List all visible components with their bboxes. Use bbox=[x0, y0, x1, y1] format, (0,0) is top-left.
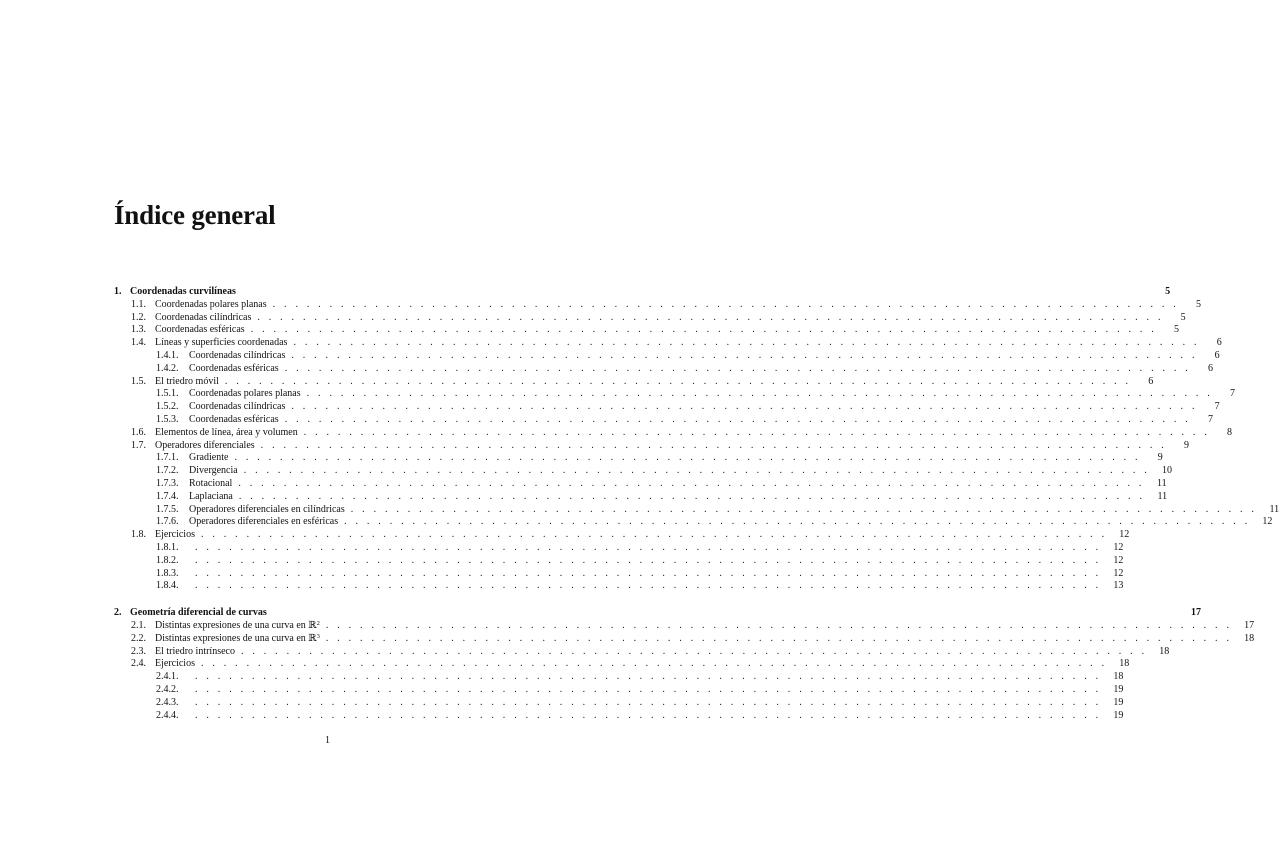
toc-entry-number: 1.7. bbox=[131, 439, 146, 451]
toc-entry-page: 11 bbox=[1269, 503, 1279, 515]
toc-entry-title-text: Líneas y superficies coordenadas bbox=[155, 337, 288, 349]
dot-leader: . . . . . . . . . . . . . . . . . . . . . . . . . . . . . . . . . . . . . . . . . . . . . . . . . . . . . . . . . . . . . . . . . . . . . . . . . . . . . . . . bbox=[306, 388, 1213, 400]
toc-entry[interactable] bbox=[114, 619, 1255, 633]
toc-entry-title-text: Divergencia bbox=[189, 465, 238, 477]
toc-entry-page: 17 bbox=[1191, 607, 1202, 619]
toc-entry-title-text: Rotacional bbox=[189, 477, 233, 489]
toc-entry[interactable] bbox=[114, 337, 1222, 350]
toc-entry-title-text: Elementos de línea, área y volumen bbox=[155, 426, 298, 438]
toc-entry-number: 1.8. bbox=[131, 529, 146, 541]
toc-entry[interactable] bbox=[114, 465, 1172, 478]
table-of-contents bbox=[114, 286, 1279, 722]
toc-entry-title bbox=[155, 324, 245, 337]
toc-entry-number: 1.7.5. bbox=[156, 503, 179, 515]
dot-leader: . . . . . . . . . . . . . . . . . . . . . . . . . . . . . . . . . . . . . . . . . . . . . . . . . . . . . . . . . . . . . . . . . . . . . . . . . . . . . . . . bbox=[291, 401, 1198, 413]
toc-entry-title-text: Coordenadas polares planas bbox=[155, 298, 267, 310]
toc-entry-page: 18 bbox=[1113, 671, 1124, 683]
dot-leader: . . . . . . . . . . . . . . . . . . . . . . . . . . . . . . . . . . . . . . . . . . . . . . . . . . . . . . . . . . . . . . . . . . . . . . . . . . . . . . . . bbox=[195, 580, 1102, 592]
toc-entry-title-text: Coordenadas esféricas bbox=[189, 413, 279, 425]
toc-entry[interactable] bbox=[114, 567, 1124, 581]
toc-entry-title bbox=[189, 388, 301, 401]
toc-entry[interactable] bbox=[114, 490, 1168, 504]
toc-entry[interactable] bbox=[114, 298, 1201, 312]
toc-entry-title bbox=[130, 607, 267, 620]
dot-leader: . . . . . . . . . . . . . . . . . . . . . . . . . . . . . . . . . . . . . . . . . . . . . . . . . . . . . . . . . . . . . . . . . . . . . . . . . . . . . . . . bbox=[260, 439, 1167, 451]
toc-entry-title-text: Coordenadas curvilíneas bbox=[130, 286, 236, 297]
toc-entry[interactable] bbox=[114, 645, 1170, 659]
toc-entry[interactable] bbox=[114, 683, 1124, 697]
toc-entry[interactable] bbox=[114, 439, 1189, 453]
toc-entry-number: 1.5.1. bbox=[156, 388, 179, 400]
toc-entry-title-text: Coordenadas esféricas bbox=[155, 324, 245, 336]
toc-entry-title bbox=[155, 376, 219, 389]
toc-entry-page: 8 bbox=[1227, 426, 1233, 438]
toc-entry-page: 9 bbox=[1183, 439, 1189, 451]
toc-entry-title-text: Coordenadas cilíndricas bbox=[155, 311, 252, 323]
dot-leader: . . . . . . . . . . . . . . . . . . . . . . . . . . . . . . . . . . . . . . . . . . . . . . . . . . . . . . . . . . . . . . . . . . . . . . . . . . . . . . . . bbox=[195, 567, 1102, 579]
dot-leader: . . . . . . . . . . . . . . . . . . . . . . . . . . . . . . . . . . . . . . . . . . . . . . . . . . . . . . . . . . . . . . . . . . . . . . . . . . . . . . . . bbox=[257, 311, 1164, 323]
dot-leader: . . . . . . . . . . . . . . . . . . . . . . . . . . . . . . . . . . . . . . . . . . . . . . . . . . . . . . . . . . . . . . . . . . . . . . . . . . . . . . . . bbox=[200, 529, 1108, 541]
toc-entry[interactable] bbox=[114, 709, 1124, 723]
toc-entry-title bbox=[130, 286, 236, 299]
toc-entry-number: 2.4.3. bbox=[156, 696, 179, 708]
toc-entry-number: 2.4.4. bbox=[156, 709, 179, 721]
dot-leader: . . . . . . . . . . . . . . . . . . . . . . . . . . . . . . . . . . . . . . . . . . . . . . . . . . . . . . . . . . . . . . . . . . . . . . . . . . . . . . . . bbox=[195, 696, 1102, 708]
dot-leader: . . . . . . . . . . . . . . . . . . . . . . . . . . . . . . . . . . . . . . . . . . . . . . . . . . . . . . . . . . . . . . . . . . . . . . . . . . . . . . . . bbox=[325, 632, 1233, 644]
dot-leader: . . . . . . . . . . . . . . . . . . . . . . . . . . . . . . . . . . . . . . . . . . . . . . . . . . . . . . . . . . . . . . . . . . . . . . . . . . . . . . . . bbox=[195, 671, 1102, 683]
toc-entry-title bbox=[155, 427, 298, 440]
dot-leader: . . . . . . . . . . . . . . . . . . . . . . . . . . . . . . . . . . . . . . . . . . . . . . . . . . . . . . . . . . . . . . . . . . . . . . . . . . . . . . . . bbox=[250, 324, 1157, 336]
toc-entry-title-text: Laplaciana bbox=[189, 490, 233, 502]
toc-entry-number: 2.3. bbox=[131, 645, 146, 657]
toc-entry-page: 17 bbox=[1244, 619, 1255, 631]
toc-entry[interactable] bbox=[114, 529, 1130, 542]
toc-entry-title bbox=[189, 516, 338, 529]
dot-leader: . . . . . . . . . . . . . . . . . . . . . . . . . . . . . . . . . . . . . . . . . . . . . . . . . . . . . . . . . . . . . . . . . . . . . . . . . . . . . . . . bbox=[303, 426, 1211, 438]
toc-entry-title-text: Coordenadas polares planas bbox=[189, 388, 301, 400]
toc-entry-title bbox=[155, 646, 235, 659]
toc-entry[interactable] bbox=[114, 554, 1124, 568]
toc-entry-page: 12 bbox=[1113, 567, 1124, 579]
toc-entry-number: 1.8.3. bbox=[156, 567, 179, 579]
dot-leader: . . . . . . . . . . . . . . . . . . . . . . . . . . . . . . . . . . . . . . . . . . . . . . . . . . . . . . . . . . . . . . . . . . . . . . . . . . . . . . . . bbox=[238, 490, 1146, 502]
toc-entry-number: 1.4.2. bbox=[156, 362, 179, 374]
dot-leader: . . . . . . . . . . . . . . . . . . . . . . . . . . . . . . . . . . . . . . . . . . . . . . . . . . . . . . . . . . . . . . . . . . . . . . . . . . . . . . . . bbox=[234, 452, 1141, 464]
toc-entry-title bbox=[189, 401, 285, 414]
toc-entry-title bbox=[189, 504, 345, 517]
toc-entry-number: 1.1. bbox=[131, 298, 146, 310]
toc-entry-page: 7 bbox=[1229, 388, 1235, 400]
dot-leader: . . . . . . . . . . . . . . . . . . . . . . . . . . . . . . . . . . . . . . . . . . . . . . . . . . . . . . . . . . . . . . . . . . . . . . . . . . . . . . . . bbox=[195, 554, 1102, 566]
toc-entry[interactable] bbox=[114, 375, 1154, 389]
toc-entry-page: 13 bbox=[1113, 580, 1124, 592]
toc-entry-page: 6 bbox=[1214, 349, 1220, 361]
toc-entry-title-text: Operadores diferenciales en cilíndricas bbox=[189, 503, 345, 515]
toc-entry-title bbox=[155, 299, 267, 312]
toc-entry-page: 10 bbox=[1162, 465, 1172, 477]
toc-entry-number: 1. bbox=[114, 286, 122, 297]
toc-entry[interactable] bbox=[114, 426, 1233, 440]
dot-leader: . . . . . . . . . . . . . . . . . . . . . . . . . . . . . . . . . . . . . . . . . . . . . . . . . . . . . . . . . . . . . . . . . . . . . . . . . . . . . . . . bbox=[293, 337, 1200, 349]
toc-entry-page: 18 bbox=[1119, 658, 1130, 670]
toc-entry-title bbox=[189, 478, 232, 491]
toc-entry-number: 1.6. bbox=[131, 426, 146, 438]
toc-entry-title-text: El triedro intrínseco bbox=[155, 645, 235, 657]
toc-entry-page: 5 bbox=[1180, 311, 1186, 323]
dot-leader: . . . . . . . . . . . . . . . . . . . . . . . . . . . . . . . . . . . . . . . . . . . . . . . . . . . . . . . . . . . . . . . . . . . . . . . . . . . . . . . . bbox=[291, 349, 1198, 361]
toc-entry-page: 12 bbox=[1113, 541, 1124, 553]
dot-leader: . . . . . . . . . . . . . . . . . . . . . . . . . . . . . . . . . . . . . . . . . . . . . . . . . . . . . . . . . . . . . . . . . . . . . . . . . . . . . . . . bbox=[350, 503, 1258, 515]
dot-leader: . . . . . . . . . . . . . . . . . . . . . . . . . . . . . . . . . . . . . . . . . . . . . . . . . . . . . . . . . . . . . . . . . . . . . . . . . . . . . . . . bbox=[195, 683, 1102, 695]
toc-entry-title-text: Operadores diferenciales bbox=[155, 439, 255, 451]
toc-entry-number: 1.7.1. bbox=[156, 452, 179, 464]
dot-leader: . . . . . . . . . . . . . . . . . . . . . . . . . . . . . . . . . . . . . . . . . . . . . . . . . . . . . . . . . . . . . . . . . . . . . . . . . . . . . . . . bbox=[238, 477, 1145, 489]
toc-entry-page: 11 bbox=[1157, 477, 1167, 489]
toc-entry-title-text: Coordenadas cilíndricas bbox=[189, 401, 286, 413]
toc-entry-title-text: Gradiente bbox=[189, 452, 229, 464]
toc-entry-title-text: Operadores diferenciales en esféricas bbox=[189, 516, 339, 528]
toc-entry-page: 5 bbox=[1195, 298, 1201, 310]
toc-entry-superscript: 3 bbox=[316, 632, 320, 640]
toc-entry-title bbox=[155, 312, 251, 325]
dot-leader: . . . . . . . . . . . . . . . . . . . . . . . . . . . . . . . . . . . . . . . . . . . . . . . . . . . . . . . . . . . . . . . . . . . . . . . . . . . . . . . . bbox=[200, 658, 1108, 670]
toc-entry-title-text: Coordenadas esféricas bbox=[189, 362, 279, 374]
toc-entry[interactable] bbox=[114, 503, 1279, 517]
toc-entry-number: 1.5.3. bbox=[156, 413, 179, 425]
toc-entry[interactable] bbox=[114, 413, 1213, 427]
toc-entry[interactable] bbox=[114, 388, 1235, 401]
toc-entry-title-text: Ejercicios bbox=[155, 529, 195, 541]
toc-entry-title-text: Coordenadas cilíndricas bbox=[189, 349, 286, 361]
toc-entry-title-text: Distintas expresiones de una curva en ℝ bbox=[155, 632, 317, 644]
toc-entry-page: 12 bbox=[1119, 529, 1130, 541]
toc-entry[interactable] bbox=[114, 324, 1179, 337]
toc-entry-number: 2. bbox=[114, 607, 122, 619]
toc-entry-number: 1.2. bbox=[131, 311, 146, 323]
toc-entry-title bbox=[155, 440, 255, 453]
toc-entry-title bbox=[155, 529, 195, 542]
toc-entry-number: 1.4. bbox=[131, 337, 146, 349]
toc-entry-page: 18 bbox=[1159, 645, 1170, 657]
toc-entry-number: 1.5.2. bbox=[156, 401, 179, 413]
toc-entry-number: 1.3. bbox=[131, 324, 146, 336]
toc-entry[interactable] bbox=[114, 671, 1124, 684]
toc-entry-number: 2.4.1. bbox=[156, 671, 179, 683]
toc-entry-page: 19 bbox=[1113, 683, 1124, 695]
toc-entry[interactable] bbox=[114, 477, 1167, 491]
toc-entry-number: 1.4.1. bbox=[156, 349, 179, 361]
toc-entry-title bbox=[189, 363, 279, 376]
toc-entry-number: 1.7.2. bbox=[156, 465, 179, 477]
page-title: Índice general bbox=[114, 200, 276, 230]
toc-entry[interactable] bbox=[114, 401, 1220, 414]
toc-entry-title bbox=[189, 452, 228, 465]
toc-entry-page: 18 bbox=[1244, 632, 1255, 644]
toc-entry-page: 12 bbox=[1262, 516, 1273, 528]
toc-entry[interactable] bbox=[114, 362, 1213, 376]
toc-entry-number: 1.7.4. bbox=[156, 490, 179, 502]
toc-entry-number: 2.2. bbox=[131, 632, 146, 644]
toc-entry-page: 12 bbox=[1113, 554, 1124, 566]
toc-entry[interactable] bbox=[114, 541, 1124, 555]
toc-entry-title-text: El triedro móvil bbox=[155, 375, 219, 387]
toc-entry-number: 1.8.1. bbox=[156, 541, 179, 553]
toc-entry[interactable] bbox=[114, 516, 1273, 529]
toc-entry-number: 1.5. bbox=[131, 375, 146, 387]
toc-entry-superscript: 2 bbox=[316, 619, 320, 627]
toc-entry-title bbox=[155, 337, 287, 350]
toc-entry-number: 1.8.4. bbox=[156, 580, 179, 592]
dot-leader: . . . . . . . . . . . . . . . . . . . . . . . . . . . . . . . . . . . . . . . . . . . . . . . . . . . . . . . . . . . . . . . . . . . . . . . . . . . . . . . . bbox=[325, 619, 1233, 631]
dot-leader: . . . . . . . . . . . . . . . . . . . . . . . . . . . . . . . . . . . . . . . . . . . . . . . . . . . . . . . . . . . . . . . . . . . . . . . . . . . . . . . . bbox=[272, 298, 1179, 310]
dot-leader: . . . . . . . . . . . . . . . . . . . . . . . . . . . . . . . . . . . . . . . . . . . . . . . . . . . . . . . . . . . . . . . . . . . . . . . . . . . . . . . . bbox=[344, 516, 1251, 528]
toc-entry-page: 5 bbox=[1174, 324, 1179, 336]
dot-leader: . . . . . . . . . . . . . . . . . . . . . . . . . . . . . . . . . . . . . . . . . . . . . . . . . . . . . . . . . . . . . . . . . . . . . . . . . . . . . . . . bbox=[240, 645, 1148, 657]
toc-entry-number: 1.8.2. bbox=[156, 554, 179, 566]
toc-entry-title bbox=[189, 491, 233, 504]
toc-chapter-entry[interactable] bbox=[114, 607, 1202, 620]
toc-entry-number: 2.1. bbox=[131, 619, 146, 631]
toc-entry[interactable] bbox=[114, 311, 1186, 325]
page-number: 1 bbox=[325, 735, 330, 746]
toc-entry-title bbox=[155, 633, 320, 647]
toc-entry-title bbox=[155, 658, 195, 671]
toc-entry[interactable] bbox=[114, 696, 1124, 710]
toc-entry-page: 7 bbox=[1208, 413, 1213, 425]
toc-entry-page: 6 bbox=[1148, 375, 1154, 387]
toc-entry-page: 6 bbox=[1216, 337, 1222, 349]
toc-entry-title bbox=[155, 620, 320, 634]
toc-entry[interactable] bbox=[114, 658, 1130, 671]
toc-entry-number: 2.4. bbox=[131, 658, 146, 670]
toc-entry-page: 6 bbox=[1208, 362, 1213, 374]
toc-entry-title-text: Ejercicios bbox=[155, 658, 195, 670]
toc-entry[interactable] bbox=[114, 632, 1255, 646]
dot-leader: . . . . . . . . . . . . . . . . . . . . . . . . . . . . . . . . . . . . . . . . . . . . . . . . . . . . . . . . . . . . . . . . . . . . . . . . . . . . . . . . bbox=[243, 465, 1150, 477]
toc-entry-number: 2.4.2. bbox=[156, 683, 179, 695]
dot-leader: . . . . . . . . . . . . . . . . . . . . . . . . . . . . . . . . . . . . . . . . . . . . . . . . . . . . . . . . . . . . . . . . . . . . . . . . . . . . . . . . bbox=[224, 375, 1132, 387]
dot-leader: . . . . . . . . . . . . . . . . . . . . . . . . . . . . . . . . . . . . . . . . . . . . . . . . . . . . . . . . . . . . . . . . . . . . . . . . . . . . . . . . bbox=[284, 413, 1191, 425]
toc-entry-page: 5 bbox=[1165, 286, 1171, 297]
toc-entry[interactable] bbox=[114, 580, 1124, 593]
toc-entry-title bbox=[189, 414, 279, 427]
toc-entry-number: 1.7.6. bbox=[156, 516, 179, 528]
toc-chapter-entry[interactable] bbox=[114, 286, 1171, 299]
toc-entry-title bbox=[189, 465, 238, 478]
toc-entry-title bbox=[189, 350, 285, 363]
toc-entry-page: 9 bbox=[1157, 452, 1163, 464]
dot-leader: . . . . . . . . . . . . . . . . . . . . . . . . . . . . . . . . . . . . . . . . . . . . . . . . . . . . . . . . . . . . . . . . . . . . . . . . . . . . . . . . bbox=[284, 362, 1191, 374]
toc-entry-page: 7 bbox=[1214, 401, 1220, 413]
dot-leader: . . . . . . . . . . . . . . . . . . . . . . . . . . . . . . . . . . . . . . . . . . . . . . . . . . . . . . . . . . . . . . . . . . . . . . . . . . . . . . . . bbox=[195, 709, 1102, 721]
toc-entry-page: 19 bbox=[1113, 696, 1124, 708]
toc-entry-page: 19 bbox=[1113, 709, 1124, 721]
toc-entry-number: 1.7.3. bbox=[156, 477, 179, 489]
toc-entry-title-text: Geometría diferencial de curvas bbox=[130, 607, 267, 619]
toc-entry[interactable] bbox=[114, 349, 1220, 363]
dot-leader: . . . . . . . . . . . . . . . . . . . . . . . . . . . . . . . . . . . . . . . . . . . . . . . . . . . . . . . . . . . . . . . . . . . . . . . . . . . . . . . . bbox=[195, 541, 1102, 553]
toc-entry-page: 11 bbox=[1157, 490, 1168, 502]
toc-entry-title-text: Distintas expresiones de una curva en ℝ bbox=[155, 619, 317, 631]
toc-entry[interactable] bbox=[114, 452, 1163, 465]
